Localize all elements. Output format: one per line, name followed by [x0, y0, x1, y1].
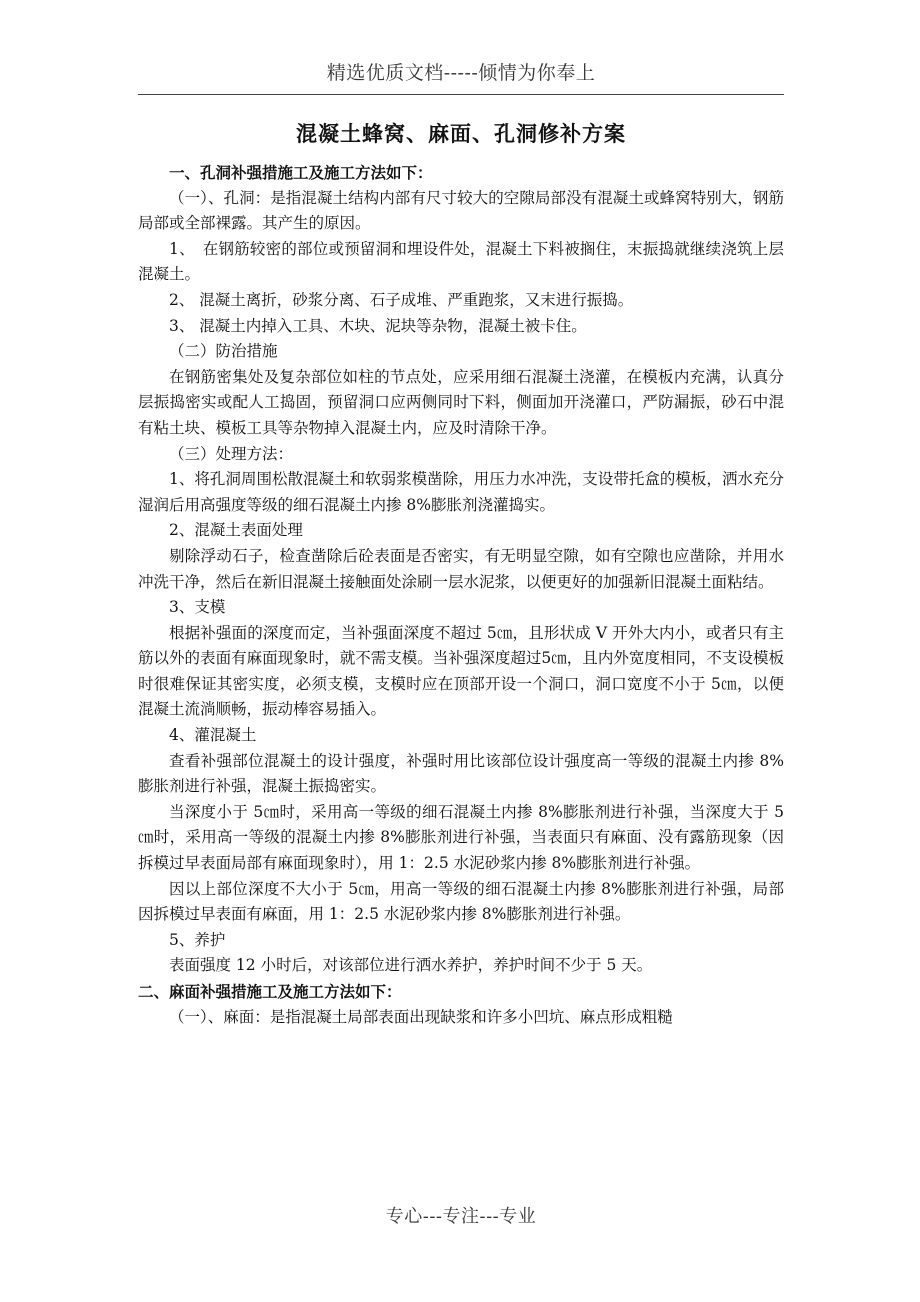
paragraph: 在钢筋密集处及复杂部位如柱的节点处，应采用细石混凝土浇灌，在模板内充满，认真分层振捣密实或配人工捣固，预留洞口应两侧同时下料，侧面加开浇灌口，严防漏振，砂石中混有粘土块、模板工具等杂物掉入混凝土内，应及时清除干净。: [138, 367, 784, 437]
paragraph: 当深度小于 5㎝时，采用高一等级的细石混凝土内掺 8%膨胀剂进行补强，当深度大于 5㎝时，采用高一等级的混凝土内掺 8%膨胀剂进行补强，当表面只有麻面、没有露筋现象（因拆模过早表面局部有麻面现象时），用 1：2.5 水泥砂浆内掺 8%膨胀剂进行补强。: [138, 802, 784, 873]
section-heading: 一、孔洞补强措施工及施工方法如下：: [169, 163, 433, 182]
paragraph: 表面强度 12 小时后，对该部位进行洒水养护，养护时间不少于 5 天。: [169, 956, 653, 975]
paragraph: 剔除浮动石子，检查凿除后砼表面是否密实，有无明显空隙，如有空隙也应凿除，并用水冲洗干净，然后在新旧混凝土接触面处涂刷一层水泥浆，以便更好的加强新旧混凝土面粘结。: [138, 546, 784, 591]
subheading: 3、支模: [169, 598, 226, 617]
paragraph: 1、 在钢筋较密的部位或预留洞和埋设件处，混凝土下料被搁住，末振捣就继续浇筑上层混凝土。: [138, 239, 784, 284]
subheading: 2、混凝土表面处理: [169, 521, 303, 540]
paragraph: 1、将孔洞周围松散混凝土和软弱浆模凿除，用压力水冲洗，支设带托盒的模板，洒水充分湿润后用高强度等级的细石混凝土内掺 8%膨胀剂浇灌捣实。: [138, 470, 784, 514]
paragraph: （一）、麻面：是指混凝土局部表面出现缺浆和许多小凹坑、麻点形成粗糙: [169, 1007, 673, 1026]
paragraph: 2、 混凝土离折，砂浆分离、石子成堆、严重跑浆，又末进行振捣。: [169, 290, 634, 309]
document-body: [138, 160, 784, 1030]
paragraph: 3、 混凝土内掉入工具、木块、泥块等杂物，混凝土被卡住。: [169, 316, 587, 335]
paragraph: 因以上部位深度不大小于 5㎝，用高一等级的细石混凝土内掺 8%膨胀剂进行补强，局部因拆模过早表面有麻面，用 1：2.5 水泥砂浆内掺 8%膨胀剂进行补强。: [138, 879, 784, 924]
subheading: 5、养护: [169, 930, 226, 949]
page-header: 精选优质文档-----倾情为你奉上: [326, 62, 596, 84]
subheading: （三）处理方法：: [169, 444, 294, 463]
document-title: 混凝土蜂窝、麻面、孔洞修补方案: [296, 121, 626, 146]
header-divider: [138, 94, 784, 95]
paragraph: （一）、孔洞：是指混凝土结构内部有尺寸较大的空隙局部没有混凝土或蜂窝特别大，钢筋局部或全部裸露。其产生的原因。: [138, 188, 784, 233]
page-footer: 专心---专注---专业: [385, 1206, 537, 1227]
subheading: （二）防治措施: [169, 342, 278, 361]
subheading: 4、灌混凝土: [169, 726, 257, 745]
paragraph: 查看补强部位混凝土的设计强度，补强时用比该部位设计强度高一等级的混凝土内掺 8%膨胀剂进行补强，混凝土振捣密实。: [138, 751, 784, 796]
paragraph: 根据补强面的深度而定，当补强面深度不超过 5㎝，且形状成 V 开外大内小，或者只有主筋以外的表面有麻面现象时，就不需支模。当补强深度超过5㎝，且内外宽度相同，不支设模板时很难保证其密实度，必须支模，支模时应在顶部开设一个洞口，洞口宽度不小于 5㎝，以便混凝土流淌顺畅，振动棒容易插入。: [138, 623, 784, 719]
section-heading: 二、麻面补强措施工及施工方法如下：: [138, 982, 402, 1001]
